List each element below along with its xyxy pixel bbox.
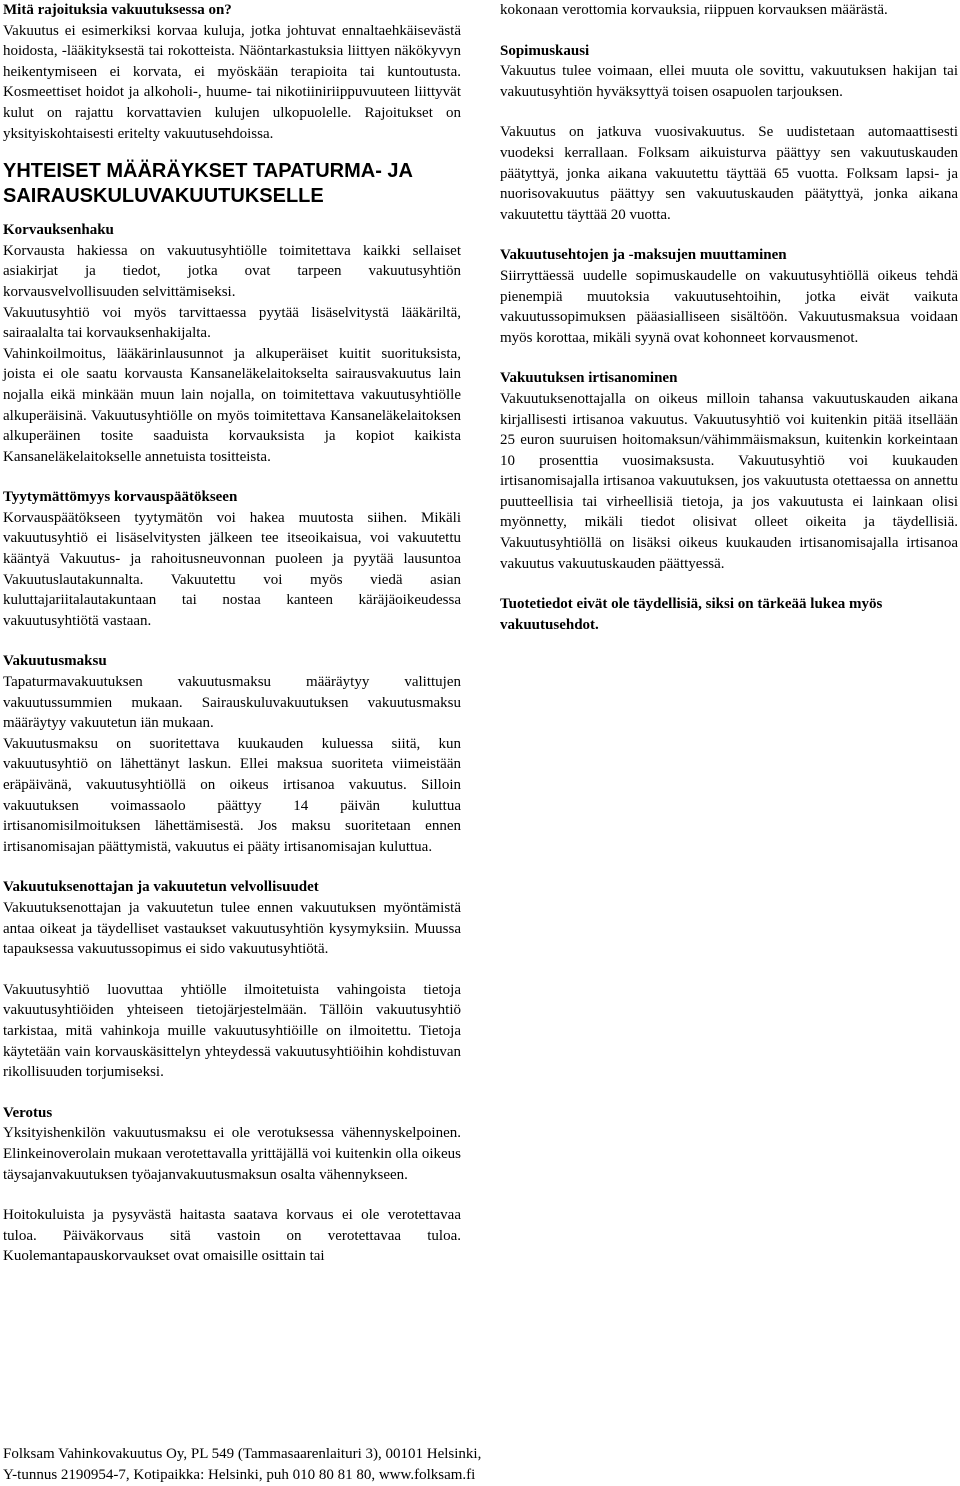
claims-paragraph-3: Vahinkoilmoitus, lääkärinlausunnot ja alkuperäiset kuitit suorituksista, joista ei ole saatu korvausta Kansaneläkelaitokselta sairausvakuutus lain nojalla eikä minkään muun lain nojalla, on toimitettava vakuutusyhtiölle alkuperäisinä. Vakuutusyhtiölle on myös toimitettava Kansaneläkelaitoksen alkuperäinen tosite saaduista korvauksista ja kopiot kaikista Kansaneläkelaitokselle annetuista tositteista. bbox=[3, 345, 461, 465]
claims-paragraph-1: Korvausta hakiessa on vakuutusyhtiölle toimitettava kaikki sellaiset asiakirjat ja tiedot, jotka ovat tarpeen vakuutusyhtiön korvausvelvollisuuden selvittämiseksi. bbox=[3, 242, 461, 300]
premium-heading: Vakuutusmaksu bbox=[3, 653, 107, 670]
duties-heading: Vakuutuksenottajan ja vakuutetun velvollisuudet bbox=[3, 879, 319, 896]
appeal-heading: Tyytymättömyys korvauspäätökseen bbox=[3, 489, 238, 506]
termination-text: Vakuutuksenottajalla on oikeus milloin tahansa vakuutuskauden aikana kirjallisesti irtisanoa vakuutus. Vakuutusyhtiö voi kuitenkin pitää itsellään 25 euron suuruisen hoitomaksun/vähimmäismaksun, kuitenkin korkeintaan 10 prosenttia vuosimaksusta. Vakuutusyhtiö voi kuukauden irtisanomisajalla irtisanoa vakuutuksen, jos vakuutusta otettaessa on annettu puutteellisia tai virheellisiä tietoja, ja jos vakuutusta ei lainkaan olisi myönnetty, mikäli tiedot olisivat olleet oikeita ja täydellisiä. Vakuutusyhtiöllä on lisäksi oikeus kuukauden irtisanomisajalla irtisanoa vakuutus vakuutuskauden päättyessä. bbox=[500, 390, 958, 572]
claims-heading: Korvauksenhaku bbox=[3, 222, 114, 239]
duties-text: Vakuutuksenottajan ja vakuutetun tulee ennen vakuutuksen myöntämistä antaa oikeat ja täydelliset vastaukset vakuutusyhtiön kysymyksiin. Muussa tapauksessa vakuutussopimus ei sido vakuutusyhtiötä. bbox=[3, 899, 461, 958]
changes-heading: Vakuutusehtojen ja -maksujen muuttaminen bbox=[500, 247, 787, 264]
right-column bbox=[500, 0, 958, 635]
footer bbox=[3, 1444, 703, 1485]
limits-text: Vakuutus ei esimerkiksi korvaa kuluja, jotka johtuvat ennaltaehkäisevästä hoidosta, -lääkityksestä tai rokotteista. Näöntarkastuksia liittyen näkökyvyn heikentymiseen ei korvata, ei myöskään terapioita tai kuntoutusta. Kosmeettiset hoidot ja alkoholi-, huume- tai nikotiiniriippuvuuteen liittyvät kulut on rajattu korvattavien kulujen ulkopuolelle. Rajoitukset on yksityiskohtaisesti eritelty vakuutusehdoissa. bbox=[3, 22, 461, 142]
tax-paragraph-1: Yksityishenkilön vakuutusmaksu ei ole verotuksessa vähennyskelpoinen. Elinkeinoverolain mukaan verotettavalla yrittäjällä voi kuitenkin olla oikeus täysajanvakuutuksen työajanvakuutusmaksun osalta vähennykseen. bbox=[3, 1125, 461, 1183]
footer-company-info: Y-tunnus 2190954-7, Kotipaikka: Helsinki, puh 010 80 81 80, www.folksam.fi bbox=[3, 1466, 476, 1483]
register-text: Vakuutusyhtiö luovuttaa yhtiölle ilmoitetuista vahingoista tietoja vakuutusyhtiöiden yhteiseen tietojärjestelmään. Tällöin vakuutusyhtiö tarkistaa, mitä vahinkoja muille vakuutusyhtiöille on ilmoitettu. Tietoja käytetään vain korvauskäsittelyn yhteydessä vakuutusyhtiöihin kohdistuvan rikollisuuden torjumiseksi. bbox=[3, 981, 461, 1081]
tax-heading: Verotus bbox=[3, 1104, 53, 1121]
main-title: YHTEISET MÄÄRÄYKSET TAPATURMA- JA SAIRAUSKULUVAKUUTUKSELLE bbox=[3, 160, 413, 208]
contract-paragraph-1: Vakuutus tulee voimaan, ellei muuta ole sovittu, vakuutuksen hakijan tai vakuutusyhtiön hyväksyttyä toisen osapuolen tarjouksen. bbox=[500, 63, 958, 100]
tax-continuation-text: kokonaan verottomia korvauksia, riippuen korvauksen määrästä. bbox=[500, 2, 888, 18]
contract-paragraph-2: Vakuutus on jatkuva vuosivakuutus. Se uudistetaan automaattisesti vuodeksi kerrallaan. Folksam aikuisturva päättyy sen vakuutuskauden päätyttyä, jonka aikana vakuutettu täyttää 65 vuotta. Folksam lapsi- ja nuorisovakuutus päättyy sen vakuutuskauden päätyttyä, jonka aikana vakuutettu täyttää 20 vuotta. bbox=[500, 124, 958, 223]
contract-heading: Sopimuskausi bbox=[500, 42, 590, 59]
footer-address: Folksam Vahinkovakuutus Oy, PL 549 (Tammasaarenlaituri 3), 00101 Helsinki, bbox=[3, 1446, 482, 1462]
premium-paragraph-2: Vakuutusmaksu on suoritettava kuukauden kuluessa siitä, kun vakuutusyhtiö on lähettänyt laskun. Ellei maksua suoriteta viimeistään eräpäivänä, vakuutusyhtiöllä on oikeus irtisanoa vakuutus. Silloin vakuutuksen voimassaolo päättyy 14 päivän kuluttua irtisanomisilmoituksen lähettämisestä. Jos maksu suoritetaan ennen irtisanomisajan päättymistä, vakuutus ei pääty irtisanomisajan kuluttua. bbox=[3, 735, 461, 855]
product-info-note: Tuotetiedot eivät ole täydellisiä, siksi on tärkeää lukea myös vakuutusehdot. bbox=[500, 596, 883, 633]
changes-text: Siirryttäessä uudelle sopimuskaudelle on vakuutusyhtiöllä oikeus tehdä pienempiä muutoksia vakuutusehtoihin, jotka eivät vaikuta vakuutussopimuksen pääasialliseen sisältöön. Vakuutusmaksua voidaan myös korottaa, mikäli syynä ovat kohonneet korvausmenot. bbox=[500, 267, 958, 346]
claims-paragraph-2: Vakuutusyhtiö voi myös tarvittaessa pyytää lisäselvitystä lääkäriltä, sairaalalta tai korvauksenhakijalta. bbox=[3, 304, 461, 342]
limits-heading: Mitä rajoituksia vakuutuksessa on? bbox=[3, 2, 232, 18]
appeal-text: Korvauspäätökseen tyytymätön voi hakea muutosta siihen. Mikäli vakuutusyhtiö ei lisäselvitysten jälkeen tee itseoikaisua, voi vakuutettu kääntyä Vakuutus- ja rahoitusneuvonnan puoleen ja pyytää lausuntoa Vakuutuslautakunnalta. Vakuutettu voi myös viedä asian kuluttajariitalautakuntaan tai nostaa kanteen käräjäoikeudessa vakuutusyhtiötä vastaan. bbox=[3, 509, 461, 629]
left-column bbox=[3, 0, 461, 1267]
termination-heading: Vakuutuksen irtisanominen bbox=[500, 370, 678, 387]
tax-paragraph-2: Hoitokuluista ja pysyvästä haitasta saatava korvaus ei ole verotettavaa tuloa. Päiväkorvaus sitä vastoin on verotettavaa tuloa. Kuolemantapauskorvaukset ovat omaisille osittain tai bbox=[3, 1207, 461, 1265]
premium-paragraph-1: Tapaturmavakuutuksen vakuutusmaksu määräytyy valittujen vakuutussummien mukaan. Sairauskuluvakuutuksen vakuutusmaksu määräytyy vakuutetun iän mukaan. bbox=[3, 674, 461, 732]
